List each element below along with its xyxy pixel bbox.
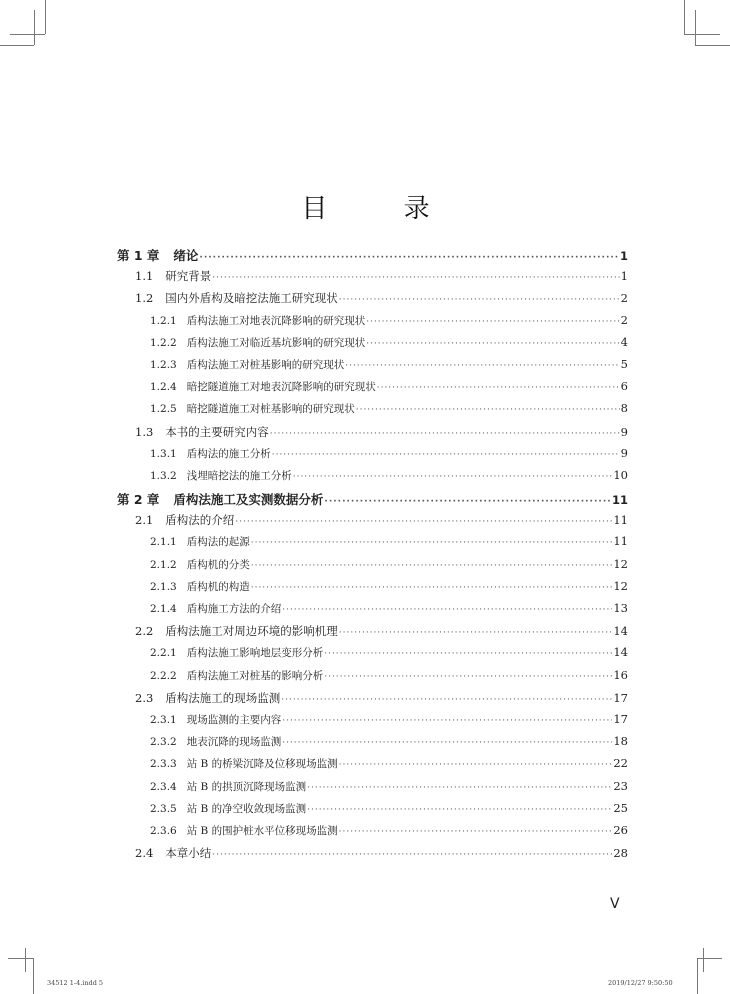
dot-leader	[339, 295, 620, 305]
toc-number: 2.1	[135, 513, 154, 528]
toc-number: 1.2.5	[150, 403, 177, 416]
toc-title: 暗挖隧道施工对桩基影响的研究现状	[186, 403, 355, 416]
dot-leader	[345, 361, 619, 371]
toc-title: 本章小结	[165, 846, 212, 861]
toc-number: 2.3.3	[150, 758, 177, 771]
toc-number: 2.3.2	[150, 736, 177, 749]
file-slug: 34512 1-4.indd 5	[47, 979, 104, 987]
toc-page: 6	[620, 379, 628, 394]
toc-number: 2.3.1	[150, 713, 177, 726]
toc-title: 盾构法施工对桩基的影响分析	[186, 669, 324, 682]
toc-number: 1.2	[135, 291, 154, 306]
toc-number: 2.1.2	[150, 558, 177, 571]
toc-entry[interactable]	[117, 645, 628, 667]
toc-entry[interactable]	[117, 756, 628, 778]
toc-number: 2.2.2	[150, 669, 177, 682]
toc-entry[interactable]	[117, 490, 628, 512]
table-of-contents	[117, 246, 628, 867]
toc-page: 11	[613, 513, 628, 528]
crop-mark	[697, 958, 698, 994]
timestamp-slug: 2019/12/27 9:50:50	[608, 979, 673, 987]
dot-leader	[282, 738, 612, 748]
dot-leader	[339, 760, 613, 770]
toc-entry[interactable]	[117, 734, 628, 756]
crop-mark	[34, 10, 35, 45]
toc-entry[interactable]	[117, 601, 628, 623]
toc-entry[interactable]	[117, 446, 628, 468]
toc-entry[interactable]	[117, 357, 628, 379]
dot-leader	[324, 672, 612, 682]
dot-leader	[251, 583, 613, 593]
toc-title: 站 B 的拱顶沉降现场监测	[186, 780, 307, 793]
toc-number: 1.3.2	[150, 469, 177, 482]
toc-page: 1	[620, 269, 628, 284]
toc-page: 2	[620, 291, 628, 306]
toc-title: 盾构法施工对临近基坑影响的研究现状	[186, 336, 366, 349]
toc-number: 2.2	[135, 624, 154, 639]
toc-number: 2.1.3	[150, 580, 177, 593]
toc-title: 盾构机的构造	[186, 580, 250, 593]
toc-number: 1.3	[135, 424, 154, 439]
toc-title: 盾构法的施工分析	[186, 447, 271, 460]
toc-page: 28	[613, 846, 628, 861]
toc-page: 9	[620, 424, 628, 439]
toc-entry[interactable]	[117, 845, 628, 867]
toc-entry[interactable]	[117, 401, 628, 423]
crop-mark	[10, 34, 45, 35]
toc-number: 1.2.1	[150, 314, 177, 327]
toc-entry[interactable]	[117, 690, 628, 712]
dot-leader	[366, 317, 619, 327]
toc-page: 2	[620, 312, 628, 327]
dot-leader	[324, 497, 611, 507]
dot-leader	[377, 383, 620, 393]
toc-title: 盾构法施工对地表沉降影响的研究现状	[186, 314, 366, 327]
dot-leader	[356, 405, 620, 415]
toc-page: 1	[619, 249, 628, 263]
toc-title: 盾构法施工影响地层变形分析	[186, 647, 324, 660]
toc-entry[interactable]	[117, 579, 628, 601]
crop-mark	[684, 34, 720, 35]
toc-number: 1.2.2	[150, 336, 177, 349]
dot-leader	[282, 716, 612, 726]
toc-page: 11	[613, 534, 628, 549]
toc-title: 站 B 的净空收敛现场监测	[186, 802, 307, 815]
dot-leader	[366, 339, 619, 349]
toc-title: 盾构法施工对周边环境的影响机理	[165, 624, 338, 639]
toc-title: 盾构机的分类	[186, 558, 250, 571]
toc-page: 12	[613, 578, 628, 593]
toc-page: 16	[613, 667, 628, 682]
toc-number: 1.3.1	[150, 447, 177, 460]
toc-number: 第 2 章	[117, 492, 160, 508]
toc-number: 1.1	[135, 269, 154, 284]
toc-page: 18	[613, 734, 628, 749]
toc-page: 9	[620, 445, 628, 460]
toc-entry[interactable]	[117, 823, 628, 845]
toc-title: 现场监测的主要内容	[186, 713, 282, 726]
toc-title: 绪论	[173, 248, 199, 263]
dot-leader	[339, 628, 613, 638]
dot-leader	[212, 850, 612, 860]
toc-entry[interactable]	[117, 557, 628, 579]
page-title: 目 录	[301, 194, 464, 224]
toc-entry[interactable]	[117, 268, 628, 290]
dot-leader	[281, 695, 612, 705]
toc-title: 站 B 的桥梁沉降及位移现场监测	[186, 758, 338, 771]
toc-number: 2.4	[135, 846, 154, 861]
toc-page: 23	[613, 778, 628, 793]
toc-page: 17	[613, 711, 628, 726]
toc-number: 2.3.6	[150, 824, 177, 837]
dot-leader	[282, 605, 612, 615]
toc-entry[interactable]	[117, 779, 628, 801]
toc-entry[interactable]	[117, 623, 628, 645]
toc-title: 盾构法的介绍	[165, 513, 235, 528]
toc-page: 13	[613, 601, 628, 615]
dot-leader	[307, 783, 612, 793]
toc-page: 25	[613, 800, 628, 815]
dot-leader	[251, 538, 613, 548]
toc-number: 第 1 章	[117, 248, 160, 263]
toc-entry[interactable]	[117, 313, 628, 335]
dot-leader	[270, 429, 620, 439]
toc-number: 1.2.3	[150, 358, 177, 371]
toc-number: 2.3	[135, 690, 154, 705]
toc-page: 14	[613, 645, 628, 660]
toc-number: 2.1.1	[150, 536, 177, 549]
crop-mark	[684, 0, 685, 34]
crop-mark	[697, 958, 722, 959]
dot-leader	[307, 805, 612, 815]
toc-entry[interactable]	[117, 424, 628, 446]
crop-mark	[695, 45, 730, 46]
toc-page: 22	[613, 756, 628, 771]
toc-page: 8	[620, 401, 628, 416]
crop-mark	[703, 948, 704, 972]
crop-mark	[8, 958, 33, 959]
dot-leader	[272, 450, 620, 460]
crop-mark	[695, 10, 696, 45]
crop-mark	[25, 948, 26, 972]
toc-title: 盾构施工方法的介绍	[186, 603, 282, 615]
toc-entry[interactable]	[117, 335, 628, 357]
toc-title: 研究背景	[165, 269, 212, 284]
toc-page: 4	[620, 334, 628, 349]
dot-leader	[235, 517, 612, 527]
toc-number: 2.3.4	[150, 780, 177, 793]
crop-mark	[33, 958, 34, 994]
toc-number: 2.3.5	[150, 802, 177, 815]
dot-leader	[199, 253, 619, 263]
toc-entry[interactable]	[117, 468, 628, 490]
toc-entry[interactable]	[117, 712, 628, 734]
toc-page: 14	[613, 624, 628, 639]
toc-title: 站 B 的围护桩水平位移现场监测	[186, 824, 338, 837]
toc-page: 11	[611, 493, 628, 508]
toc-title: 浅埋暗挖法的施工分析	[186, 469, 292, 482]
toc-title: 盾构法施工的现场监测	[165, 690, 281, 705]
toc-page: 17	[613, 690, 628, 705]
toc-title: 国内外盾构及暗挖法施工研究现状	[165, 291, 338, 306]
toc-title: 本书的主要研究内容	[165, 424, 269, 439]
dot-leader	[293, 472, 613, 482]
toc-title: 暗挖隧道施工对地表沉降影响的研究现状	[186, 381, 376, 394]
crop-mark	[0, 45, 34, 46]
toc-page: 26	[613, 822, 628, 837]
crop-mark	[45, 0, 46, 34]
toc-number: 2.1.4	[150, 603, 177, 615]
toc-title: 盾构法施工及实测数据分析	[173, 492, 324, 508]
dot-leader	[324, 649, 612, 659]
dot-leader	[251, 561, 613, 571]
toc-title: 地表沉降的现场监测	[186, 736, 282, 749]
toc-title: 盾构法的起源	[186, 536, 250, 549]
toc-entry[interactable]	[117, 379, 628, 401]
toc-page: 10	[613, 467, 628, 482]
toc-title: 盾构法施工对桩基影响的研究现状	[186, 358, 345, 371]
page-number: V	[610, 896, 620, 912]
toc-number: 1.2.4	[150, 381, 177, 394]
toc-entry[interactable]	[117, 668, 628, 690]
toc-entry[interactable]	[117, 801, 628, 823]
toc-number: 2.2.1	[150, 647, 177, 660]
toc-entry[interactable]	[117, 512, 628, 534]
toc-entry[interactable]	[117, 246, 628, 268]
toc-entry[interactable]	[117, 534, 628, 556]
dot-leader	[212, 273, 619, 283]
toc-page: 12	[613, 556, 628, 571]
toc-page: 5	[620, 356, 628, 371]
dot-leader	[339, 827, 613, 837]
toc-entry[interactable]	[117, 290, 628, 312]
